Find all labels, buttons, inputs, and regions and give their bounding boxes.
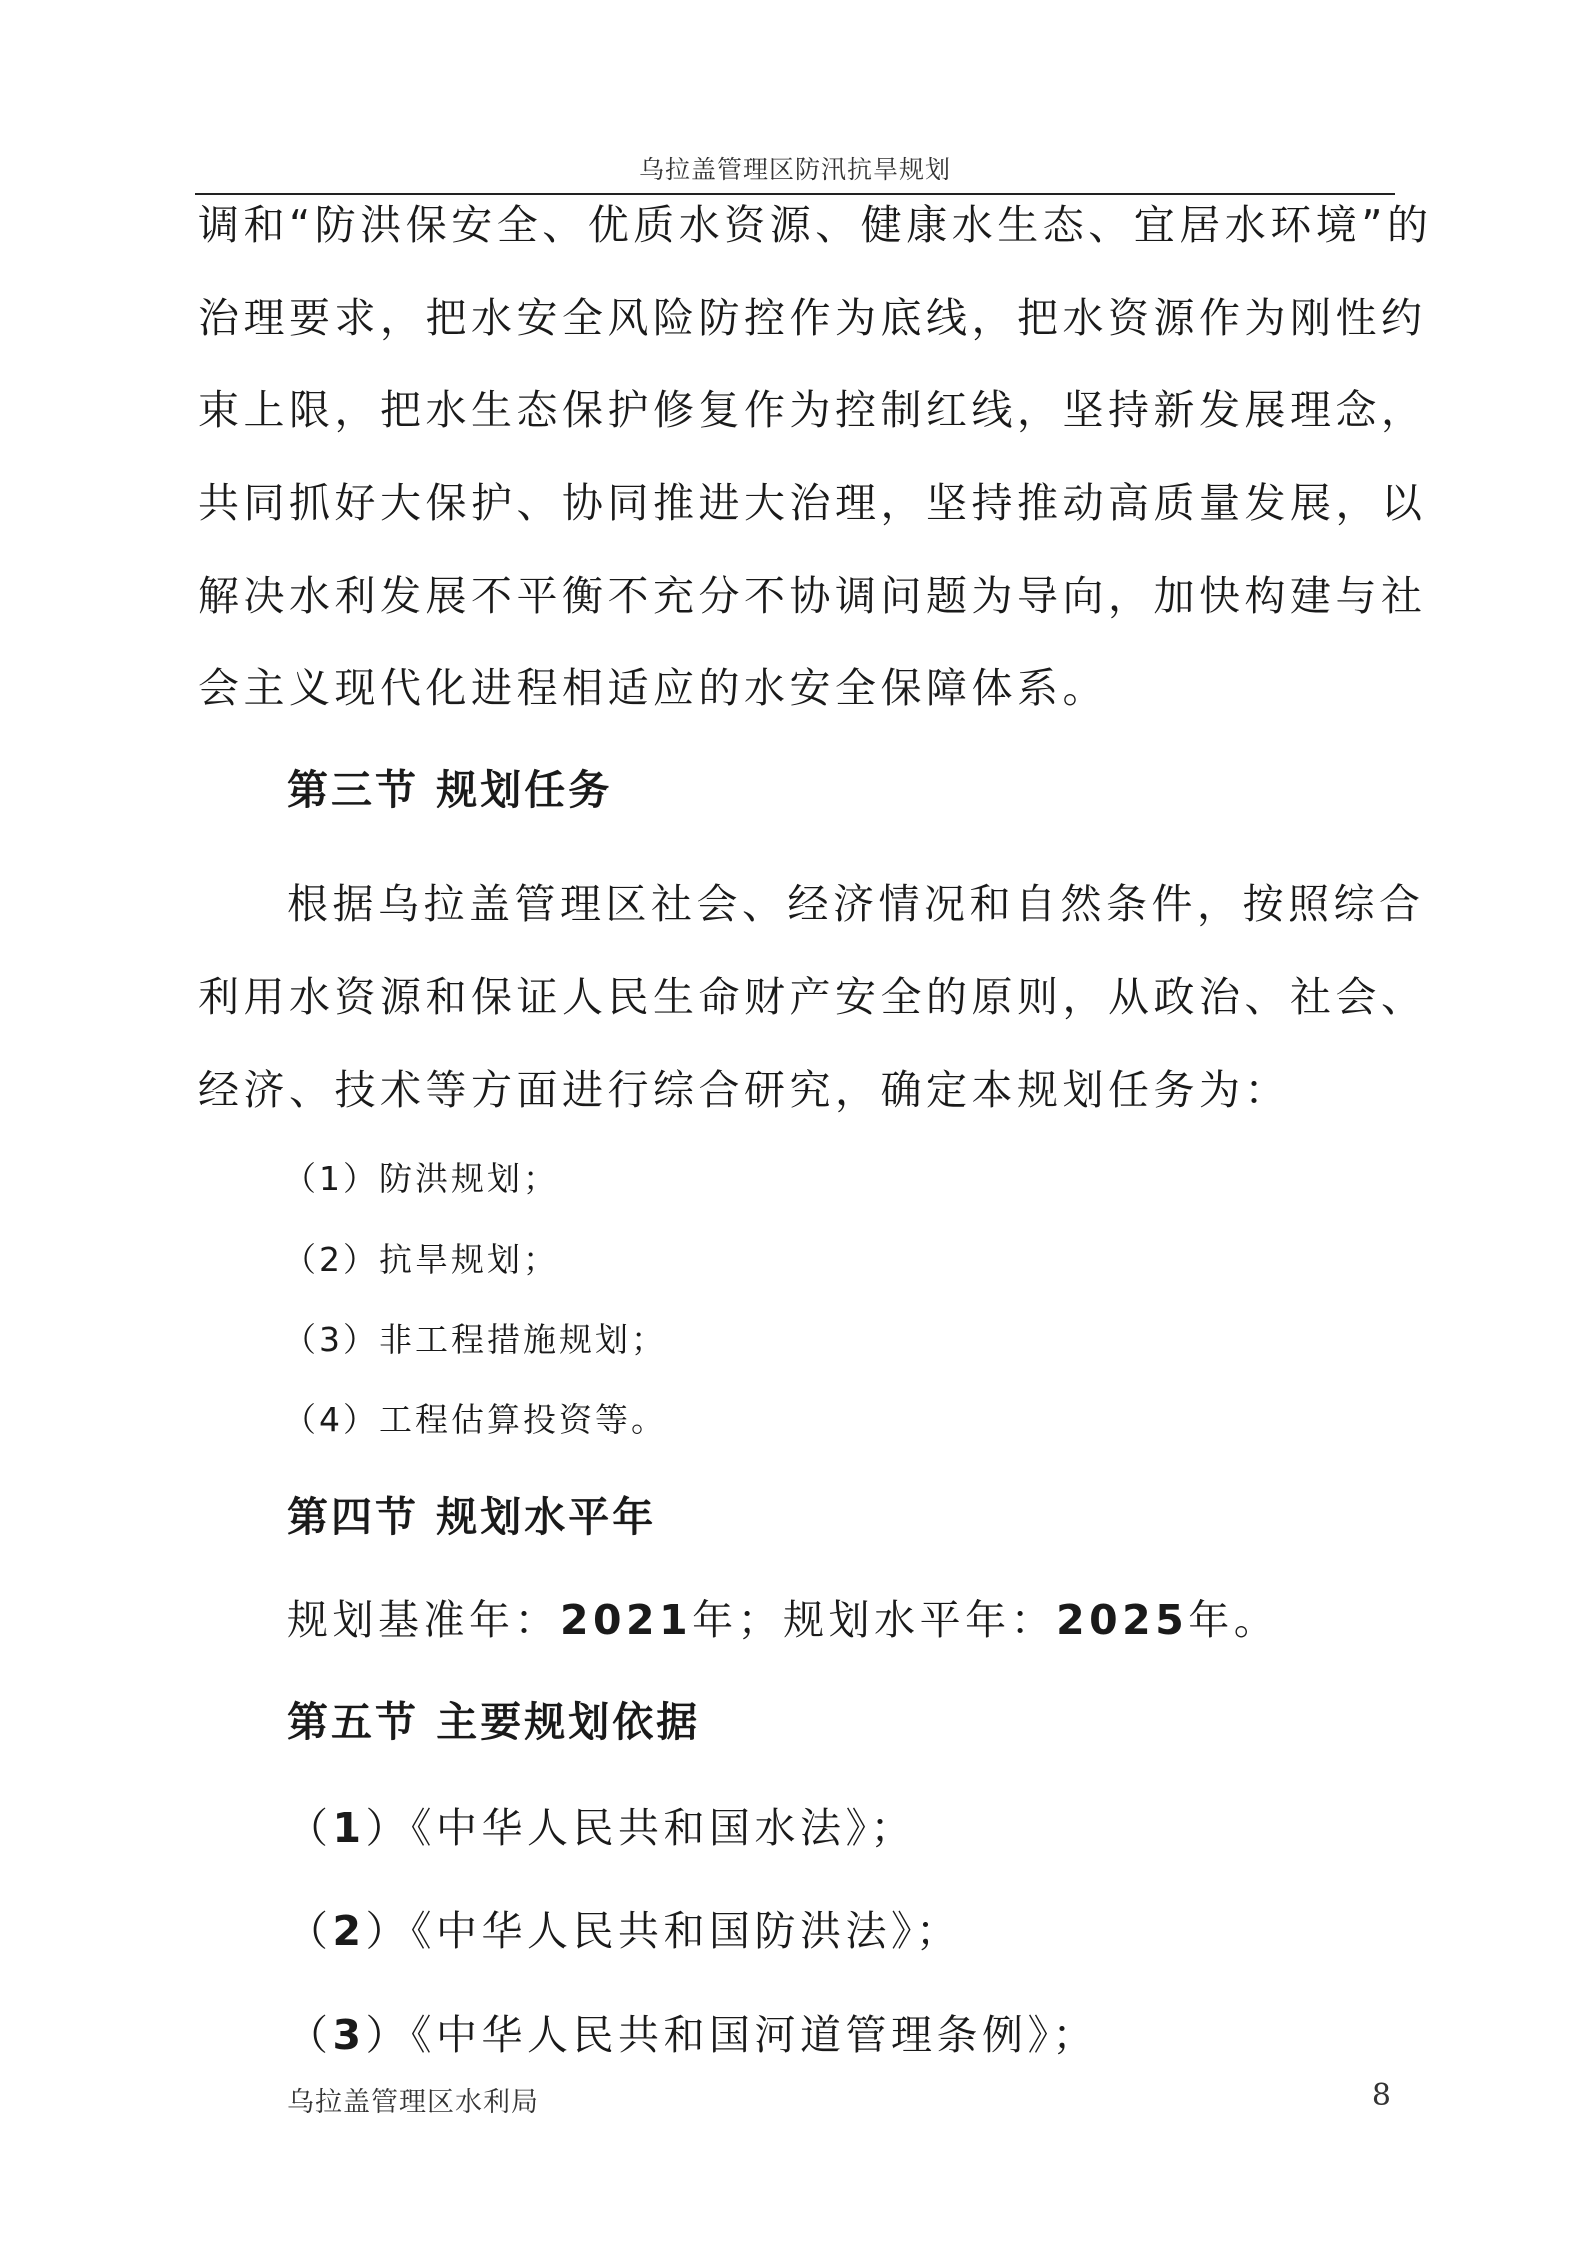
header-title: 乌拉盖管理区防汛抗旱规划 (638, 155, 951, 184)
section-heading: 第五节 主要规划依据 (287, 1698, 701, 1746)
task-item: （3）非工程措施规划； (283, 1320, 667, 1359)
footer-organization: 乌拉盖管理区水利局 (287, 2087, 539, 2118)
paragraph-line: 共同抓好大保护、协同推进大治理，坚持推动高质量发展，以 (198, 479, 1427, 527)
task-item: （1）防洪规划； (283, 1159, 559, 1198)
base-year-value: 2021 (560, 1596, 693, 1644)
paragraph-line: 经济、技术等方面进行综合研究，确定本规划任务为： (198, 1066, 1290, 1114)
basis-number: 3 (332, 2011, 366, 2059)
paragraph-line: 解决水利发展不平衡不充分不协调问题为导向，加快构建与社 (198, 572, 1427, 620)
task-item: （2）抗旱规划； (283, 1240, 559, 1279)
paragraph-line: 会主义现代化进程相适应的水安全保障体系。 (198, 664, 1108, 712)
target-year-value: 2025 (1056, 1596, 1189, 1644)
paragraph-line: 治理要求，把水安全风险防控作为底线，把水资源作为刚性约 (198, 294, 1427, 342)
basis-item: （1）《中华人民共和国水法》； (287, 1804, 917, 1852)
paragraph-line: 利用水资源和保证人民生命财产安全的原则，从政治、社会、 (198, 973, 1427, 1021)
section-heading: 第四节 规划水平年 (287, 1493, 657, 1541)
paragraph-line: 束上限，把水生态保护修复作为控制红线，坚持新发展理念， (198, 386, 1427, 434)
basis-number: 2 (332, 1907, 366, 1955)
page-number: 8 (1371, 2078, 1391, 2113)
target-year-label: 年；规划水平年： (692, 1596, 1057, 1644)
base-year-label: 规划基准年： (287, 1596, 560, 1644)
paragraph-line: 根据乌拉盖管理区社会、经济情况和自然条件，按照综合 (287, 880, 1425, 928)
paragraph-line: 调和“防洪保安全、优质水资源、健康水生态、宜居水环境”的 (198, 201, 1433, 249)
section-heading: 第三节 规划任务 (287, 766, 613, 814)
planning-years-line (287, 1596, 1280, 1644)
basis-number: 1 (332, 1804, 366, 1852)
year-unit: 年。 (1188, 1596, 1280, 1644)
basis-item: （3）《中华人民共和国河道管理条例》； (287, 2011, 1099, 2059)
header-divider (195, 193, 1395, 195)
basis-item: （2）《中华人民共和国防洪法》； (287, 1907, 962, 1955)
task-item: （4）工程估算投资等。 (283, 1400, 667, 1439)
